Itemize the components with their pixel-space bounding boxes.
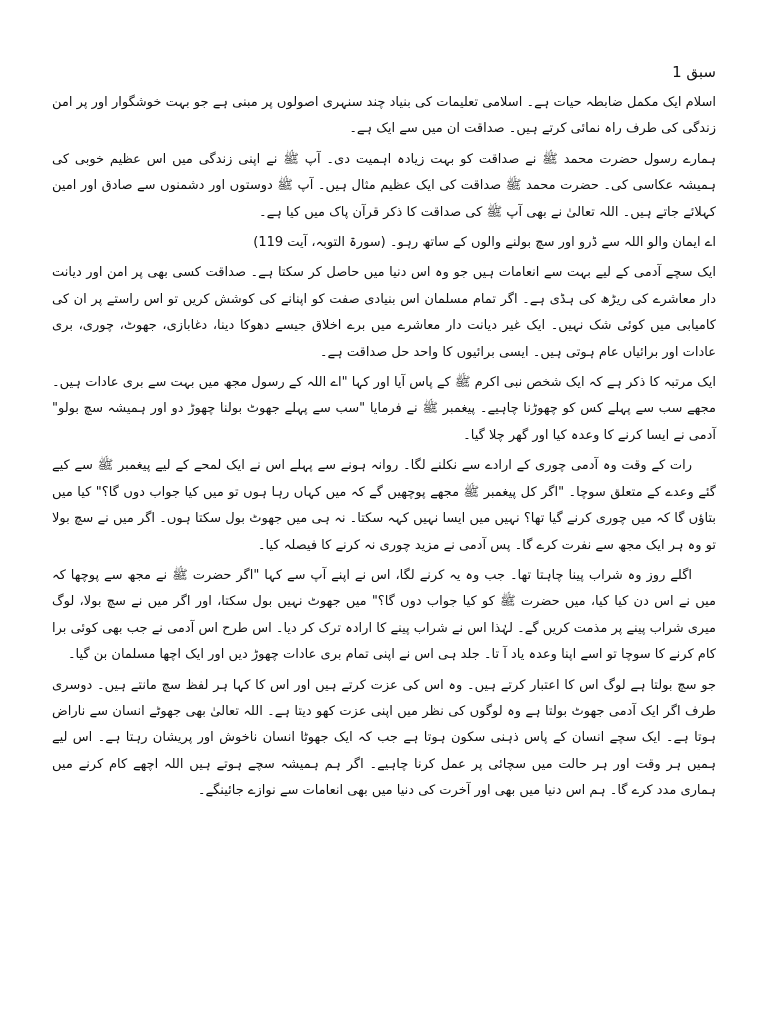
lesson-title: سبق 1 — [672, 63, 716, 81]
paragraph-rewards: ایک سچے آدمی کے لیے بہت سے انعامات ہیں جو وہ اس دنیا میں حاصل کر سکتا ہے۔ صداقت کسی بھی پر امن اور دیانت دار معاشرے کی ریڑھ کی ہڈی ہے۔ اگر تمام مسلمان اس بنیادی صفت کو اپنانے کی کوشش کریں تو اس راستے پر ان کی کامیابی میں کوئی شک نہیں۔ ایک غیر دیانت دار معاشرے میں برے اخلاق جیسے دھوکا دینا، دغابازی، جھوٹ، چوری، بری عادات اور برائیاں عام ہوتی ہیں۔ ایسی برائیوں کا واحد حل صداقت ہے۔ — [52, 265, 716, 360]
paragraph-conclusion: جو سچ بولتا ہے لوگ اس کا اعتبار کرتے ہیں۔ وہ اس کی عزت کرتے ہیں اور اس کا کہا ہر لفظ سچ مانتے ہیں۔ دوسری طرف اگر ایک آدمی جھوٹ بولتا ہے وہ لوگوں کی نظر میں اپنی عزت کھو دیتا ہے۔ اللہ تعالیٰ بھی جھوٹے انسان سے ناراض ہوتا ہے۔ ایک سچے انسان کے پاس ذہنی سکون ہوتا ہے جب کہ ایک جھوٹا انسان ناخوش اور پریشان رہتا ہے۔ اس لیے ہمیں ہر وقت اور ہر حالت میں سچائی پر عمل کرنا چاہیے۔ اگر ہم ہمیشہ سچے ہوتے ہیں اللہ اچھے کام کرنے میں ہماری مدد کرے گا۔ ہم اس دنیا میں بھی اور آخرت کی دنیا میں بھی انعامات سے نوازے جائینگے۔ — [52, 677, 716, 799]
paragraph-prophet-truthfulness: ہمارے رسول حضرت محمد ﷺ نے صداقت کو بہت زیادہ اہمیت دی۔ آپ ﷺ نے اپنی زندگی میں اس عظیم خوبی کی ہمیشہ عکاسی کی۔ حضرت محمد ﷺ صداقت کی ایک عظیم مثال ہیں۔ آپ ﷺ دوستوں اور دشمنوں سے صادق اور امین کہلائے جاتے ہیں۔ اللہ تعالیٰ نے بھی آپ ﷺ کی صداقت کا ذکر قرآن پاک میں کیا ہے۔ — [52, 151, 716, 220]
paragraph-story-next-day: اگلے روز وہ شراب پینا چاہتا تھا۔ جب وہ یہ کرنے لگا، اس نے اپنے آپ سے کہا "اگر حضرت ﷺ نے مجھ سے پوچھا کہ میں نے اس دن کیا کیا، میں حضرت ﷺ کو کیا جواب دوں گا؟" میں جھوٹ نہیں بول سکتا، اور اگر میں نے سچ بولا، لوگ میری شراب پینے پر مذمت کریں گے۔ لہٰذا اس نے شراب پینے کا ارادہ ترک کر دیا۔ اس طرح اس آدمی نے جب بھی کوئی برا کام کرنے کا سوچا تو اسے اپنا وعدہ یاد آ تا۔ جلد ہی اس نے اپنی تمام بری عادات چھوڑ دیں اور ایک اچھا مسلمان بن گیا۔ — [52, 567, 716, 663]
paragraph-intro: اسلام ایک مکمل ضابطہ حیات ہے۔ اسلامی تعلیمات کی بنیاد چند سنہری اصولوں پر مبنی ہے جو بہت خوشگوار اور پر امن زندگی کی طرف راہ نمائی کرتے ہیں۔ صداقت ان میں سے ایک ہے۔ — [52, 95, 716, 137]
lesson-page — [52, 60, 716, 1000]
paragraph-story-night: رات کے وقت وہ آدمی چوری کے ارادے سے نکلنے لگا۔ روانہ ہونے سے پہلے اس نے ایک لمحے کے لیے پیغمبر ﷺ سے کیے گئے وعدے کے متعلق سوچا۔ "اگر کل پیغمبر ﷺ مجھے پوچھیں گے کہ میں کہاں رہا ہوں تو میں کیا جواب دوں گا؟" کیا میں بتاؤں گا کہ میں چوری کرنے گیا تھا؟ نہیں میں ایسا نہیں کہہ سکتا۔ نہ ہی میں جھوٹ بول سکتا ہوں۔ اگر میں نے سچ بولا تو وہ ہر ایک مجھ سے نفرت کرے گا۔ پس آدمی نے مزید چوری نہ کرنے کا فیصلہ کیا۔ — [52, 458, 716, 553]
quran-verse: اے ایمان والو اللہ سے ڈرو اور سچ بولنے والوں کے ساتھ رہو۔ (سورۃ التوبہ، آیت 119) — [253, 235, 716, 251]
paragraph-story-start: ایک مرتبہ کا ذکر ہے کہ ایک شخص نبی اکرم ﷺ کے پاس آیا اور کہا "اے اللہ کے رسول مجھ میں بہت سے بری عادات ہیں۔ مجھے سب سے پہلے کس کو چھوڑنا چاہیے۔ پیغمبر ﷺ نے فرمایا "سب سے پہلے جھوٹ بولنا چھوڑ دو اور ہمیشہ سچ بولو" آدمی نے ایسا کرنے کا وعدہ کیا اور گھر چلا گیا۔ — [52, 375, 716, 443]
